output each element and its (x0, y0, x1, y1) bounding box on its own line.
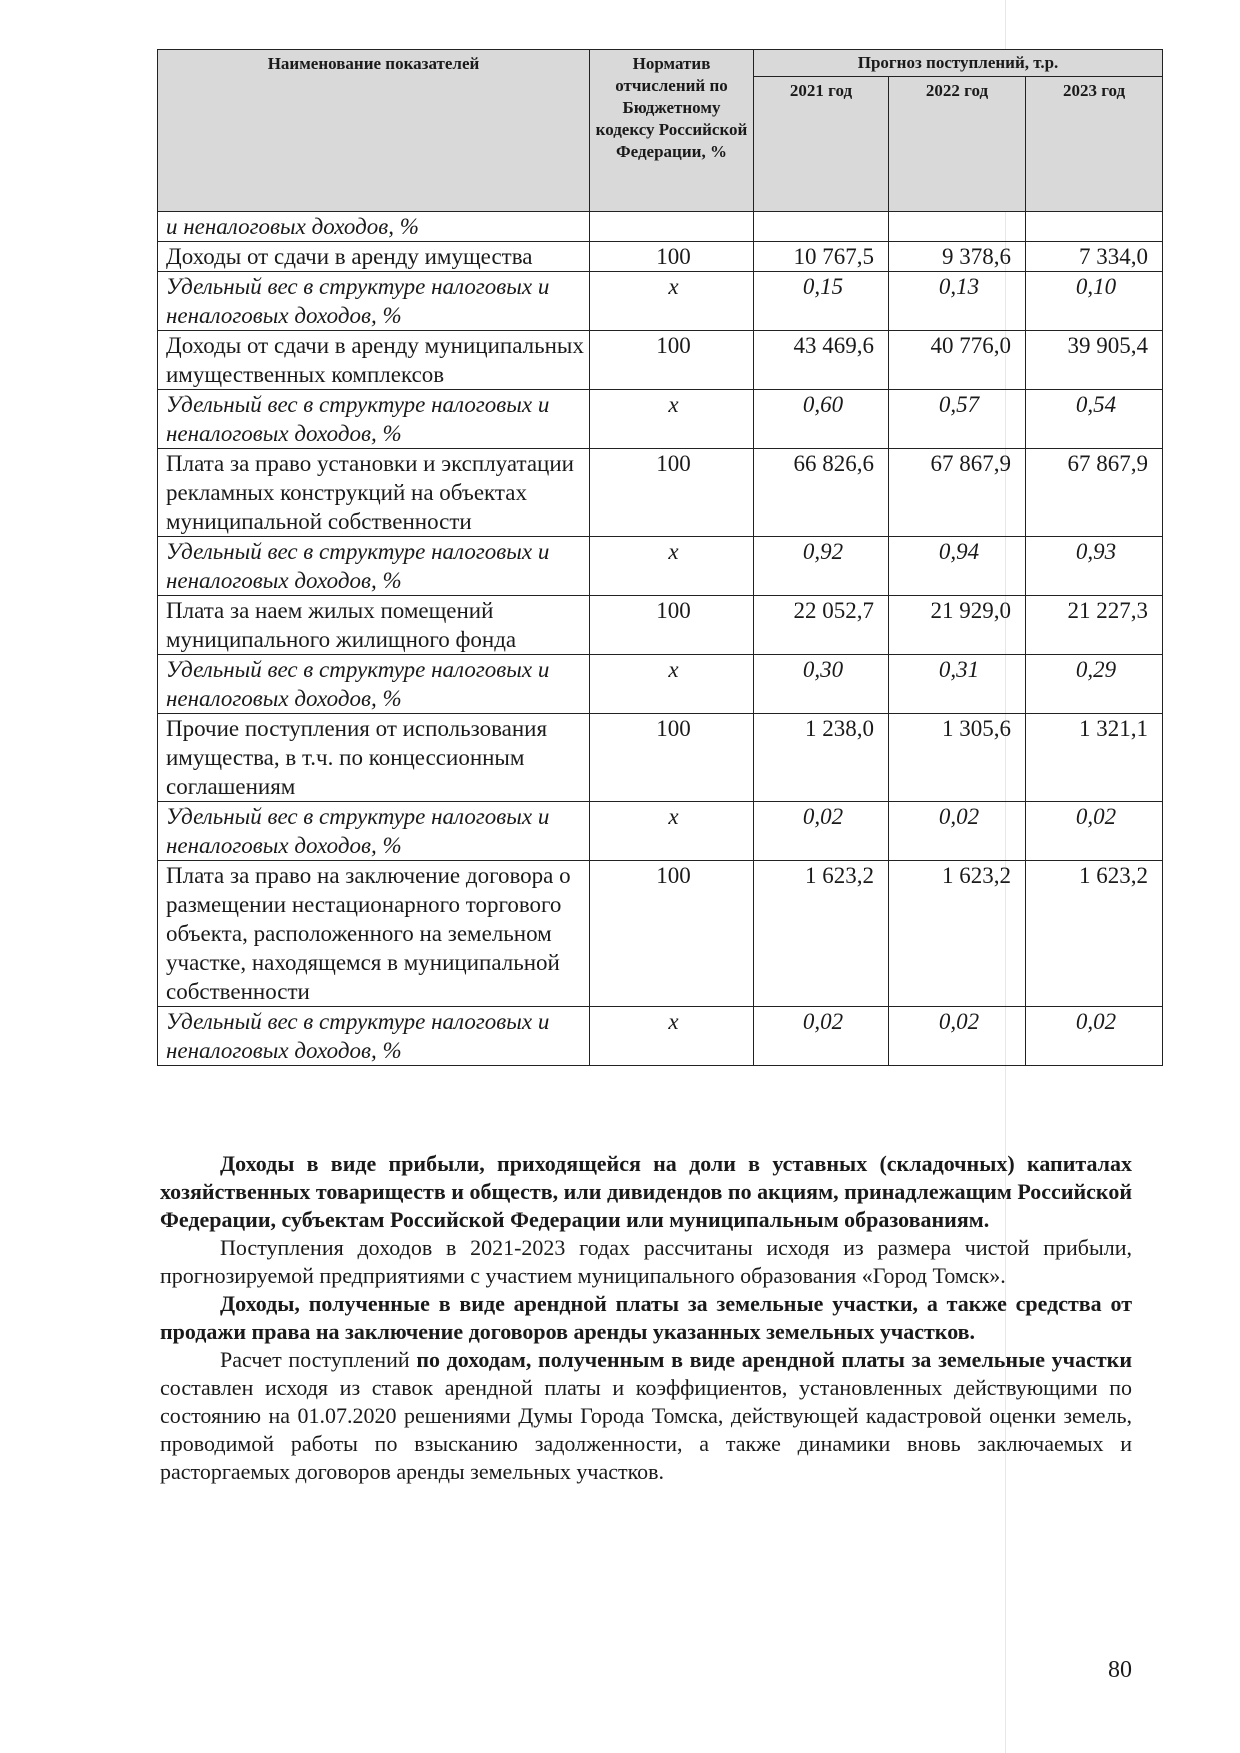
cell-value-2022: 0,02 (889, 1007, 1026, 1066)
table-row (158, 714, 1163, 802)
cell-value-2021: 1 238,0 (754, 714, 889, 802)
paragraph-land-rent (160, 1346, 1132, 1486)
paragraph-dividends: Поступления доходов в 2021-2023 годах рассчитаны исходя из размера чистой прибыли, прогнозируемой предприятиями с участием муниципального образования «Город Томск». (160, 1235, 1132, 1288)
cell-indicator-name: Удельный вес в структуре налоговых и неналоговых доходов, % (158, 802, 590, 861)
cell-value-2022: 1 305,6 (889, 714, 1026, 802)
table-row (158, 449, 1163, 537)
cell-value-2023: 7 334,0 (1026, 242, 1163, 272)
cell-indicator-name: Плата за наем жилых помещений муниципального жилищного фонда (158, 596, 590, 655)
table-row (158, 861, 1163, 1007)
header-year-2023: 2023 год (1026, 77, 1163, 212)
cell-indicator-name: Доходы от сдачи в аренду муниципальных имущественных комплексов (158, 331, 590, 390)
cell-norm: 100 (590, 331, 754, 390)
cell-value-2022 (889, 212, 1026, 242)
cell-indicator-name: Плата за право установки и эксплуатации рекламных конструкций на объектах муниципальной собственности (158, 449, 590, 537)
cell-norm: 100 (590, 714, 754, 802)
cell-value-2021: 10 767,5 (754, 242, 889, 272)
cell-indicator-name: Доходы от сдачи в аренду имущества (158, 242, 590, 272)
paragraph-land-rent-bold: по доходам, полученным в виде арендной платы за земельные участки (416, 1347, 1133, 1372)
body-text (160, 1150, 1132, 1486)
cell-norm: х (590, 272, 754, 331)
heading-land-rent: Доходы, полученные в виде арендной платы за земельные участки, а также средства от продажи права на заключение договоров аренды указанных земельных участков. (160, 1291, 1132, 1344)
header-norm: Норматив отчислений по Бюджетному кодексу Российской Федерации, % (590, 50, 754, 212)
table-row (158, 655, 1163, 714)
table-row (158, 212, 1163, 242)
cell-indicator-name: Удельный вес в структуре налоговых и неналоговых доходов, % (158, 390, 590, 449)
cell-value-2022: 0,13 (889, 272, 1026, 331)
cell-value-2021 (754, 212, 889, 242)
cell-norm: х (590, 1007, 754, 1066)
cell-indicator-name: Удельный вес в структуре налоговых и неналоговых доходов, % (158, 537, 590, 596)
header-forecast: Прогноз поступлений, т.р. (754, 50, 1163, 77)
cell-norm: 100 (590, 861, 754, 1007)
cell-value-2023: 67 867,9 (1026, 449, 1163, 537)
cell-value-2022: 21 929,0 (889, 596, 1026, 655)
cell-value-2022: 0,02 (889, 802, 1026, 861)
cell-value-2021: 0,15 (754, 272, 889, 331)
cell-value-2021: 22 052,7 (754, 596, 889, 655)
cell-norm: 100 (590, 242, 754, 272)
cell-indicator-name: Плата за право на заключение договора о размещении нестационарного торгового объекта, расположенного на земельном участке, находящемся в муниципальной собственности (158, 861, 590, 1007)
cell-norm: х (590, 655, 754, 714)
cell-value-2021: 0,02 (754, 1007, 889, 1066)
cell-value-2022: 67 867,9 (889, 449, 1026, 537)
cell-value-2023: 1 321,1 (1026, 714, 1163, 802)
table-row (158, 390, 1163, 449)
cell-value-2022: 1 623,2 (889, 861, 1026, 1007)
header-year-2021: 2021 год (754, 77, 889, 212)
cell-value-2021: 0,02 (754, 802, 889, 861)
table-body (158, 212, 1163, 1066)
cell-indicator-name: Удельный вес в структуре налоговых и неналоговых доходов, % (158, 272, 590, 331)
page-number: 80 (1108, 1657, 1132, 1683)
table-row (158, 596, 1163, 655)
table-row (158, 331, 1163, 390)
cell-value-2021: 43 469,6 (754, 331, 889, 390)
cell-norm: х (590, 802, 754, 861)
cell-value-2021: 66 826,6 (754, 449, 889, 537)
cell-norm: 100 (590, 449, 754, 537)
cell-value-2023: 0,29 (1026, 655, 1163, 714)
cell-indicator-name: и неналоговых доходов, % (158, 212, 590, 242)
paragraph-land-rent-end: составлен исходя из ставок арендной платы и коэффициентов, установленных действующими по состоянию на 01.07.2020 решениями Думы Города Томска, действующей кадастровой оценки земель, проводимой работы по взысканию задолженности, а также динамики вновь заключаемых и расторгаемых договоров аренды земельных участков. (160, 1375, 1132, 1484)
cell-value-2023: 0,10 (1026, 272, 1163, 331)
cell-value-2023: 0,54 (1026, 390, 1163, 449)
paragraph-land-rent-start: Расчет поступлений (220, 1347, 410, 1372)
cell-value-2022: 0,94 (889, 537, 1026, 596)
cell-value-2022: 40 776,0 (889, 331, 1026, 390)
cell-value-2021: 1 623,2 (754, 861, 889, 1007)
cell-value-2023: 0,02 (1026, 802, 1163, 861)
cell-indicator-name: Удельный вес в структуре налоговых и неналоговых доходов, % (158, 655, 590, 714)
cell-value-2022: 9 378,6 (889, 242, 1026, 272)
cell-value-2023: 1 623,2 (1026, 861, 1163, 1007)
table-row (158, 802, 1163, 861)
cell-value-2023: 39 905,4 (1026, 331, 1163, 390)
cell-norm: 100 (590, 596, 754, 655)
header-year-2022: 2022 год (889, 77, 1026, 212)
cell-value-2023: 21 227,3 (1026, 596, 1163, 655)
table-row (158, 242, 1163, 272)
cell-value-2023 (1026, 212, 1163, 242)
cell-value-2022: 0,31 (889, 655, 1026, 714)
heading-dividends: Доходы в виде прибыли, приходящейся на доли в уставных (складочных) капиталах хозяйственных товариществ и обществ, или дивидендов по акциям, принадлежащим Российской Федерации, субъектам Российской Федерации или муниципальным образованиям. (160, 1151, 1132, 1232)
cell-value-2023: 0,93 (1026, 537, 1163, 596)
cell-value-2023: 0,02 (1026, 1007, 1163, 1066)
cell-norm: х (590, 390, 754, 449)
revenue-forecast-table (157, 49, 1163, 1066)
cell-value-2021: 0,30 (754, 655, 889, 714)
cell-indicator-name: Прочие поступления от использования имущества, в т.ч. по концессионным соглашениям (158, 714, 590, 802)
cell-value-2021: 0,92 (754, 537, 889, 596)
cell-indicator-name: Удельный вес в структуре налоговых и неналоговых доходов, % (158, 1007, 590, 1066)
cell-norm: х (590, 537, 754, 596)
cell-value-2022: 0,57 (889, 390, 1026, 449)
table-row (158, 1007, 1163, 1066)
header-indicator-name: Наименование показателей (158, 50, 590, 212)
table-row (158, 537, 1163, 596)
cell-norm (590, 212, 754, 242)
table-header (158, 50, 1163, 212)
cell-value-2021: 0,60 (754, 390, 889, 449)
table-row (158, 272, 1163, 331)
